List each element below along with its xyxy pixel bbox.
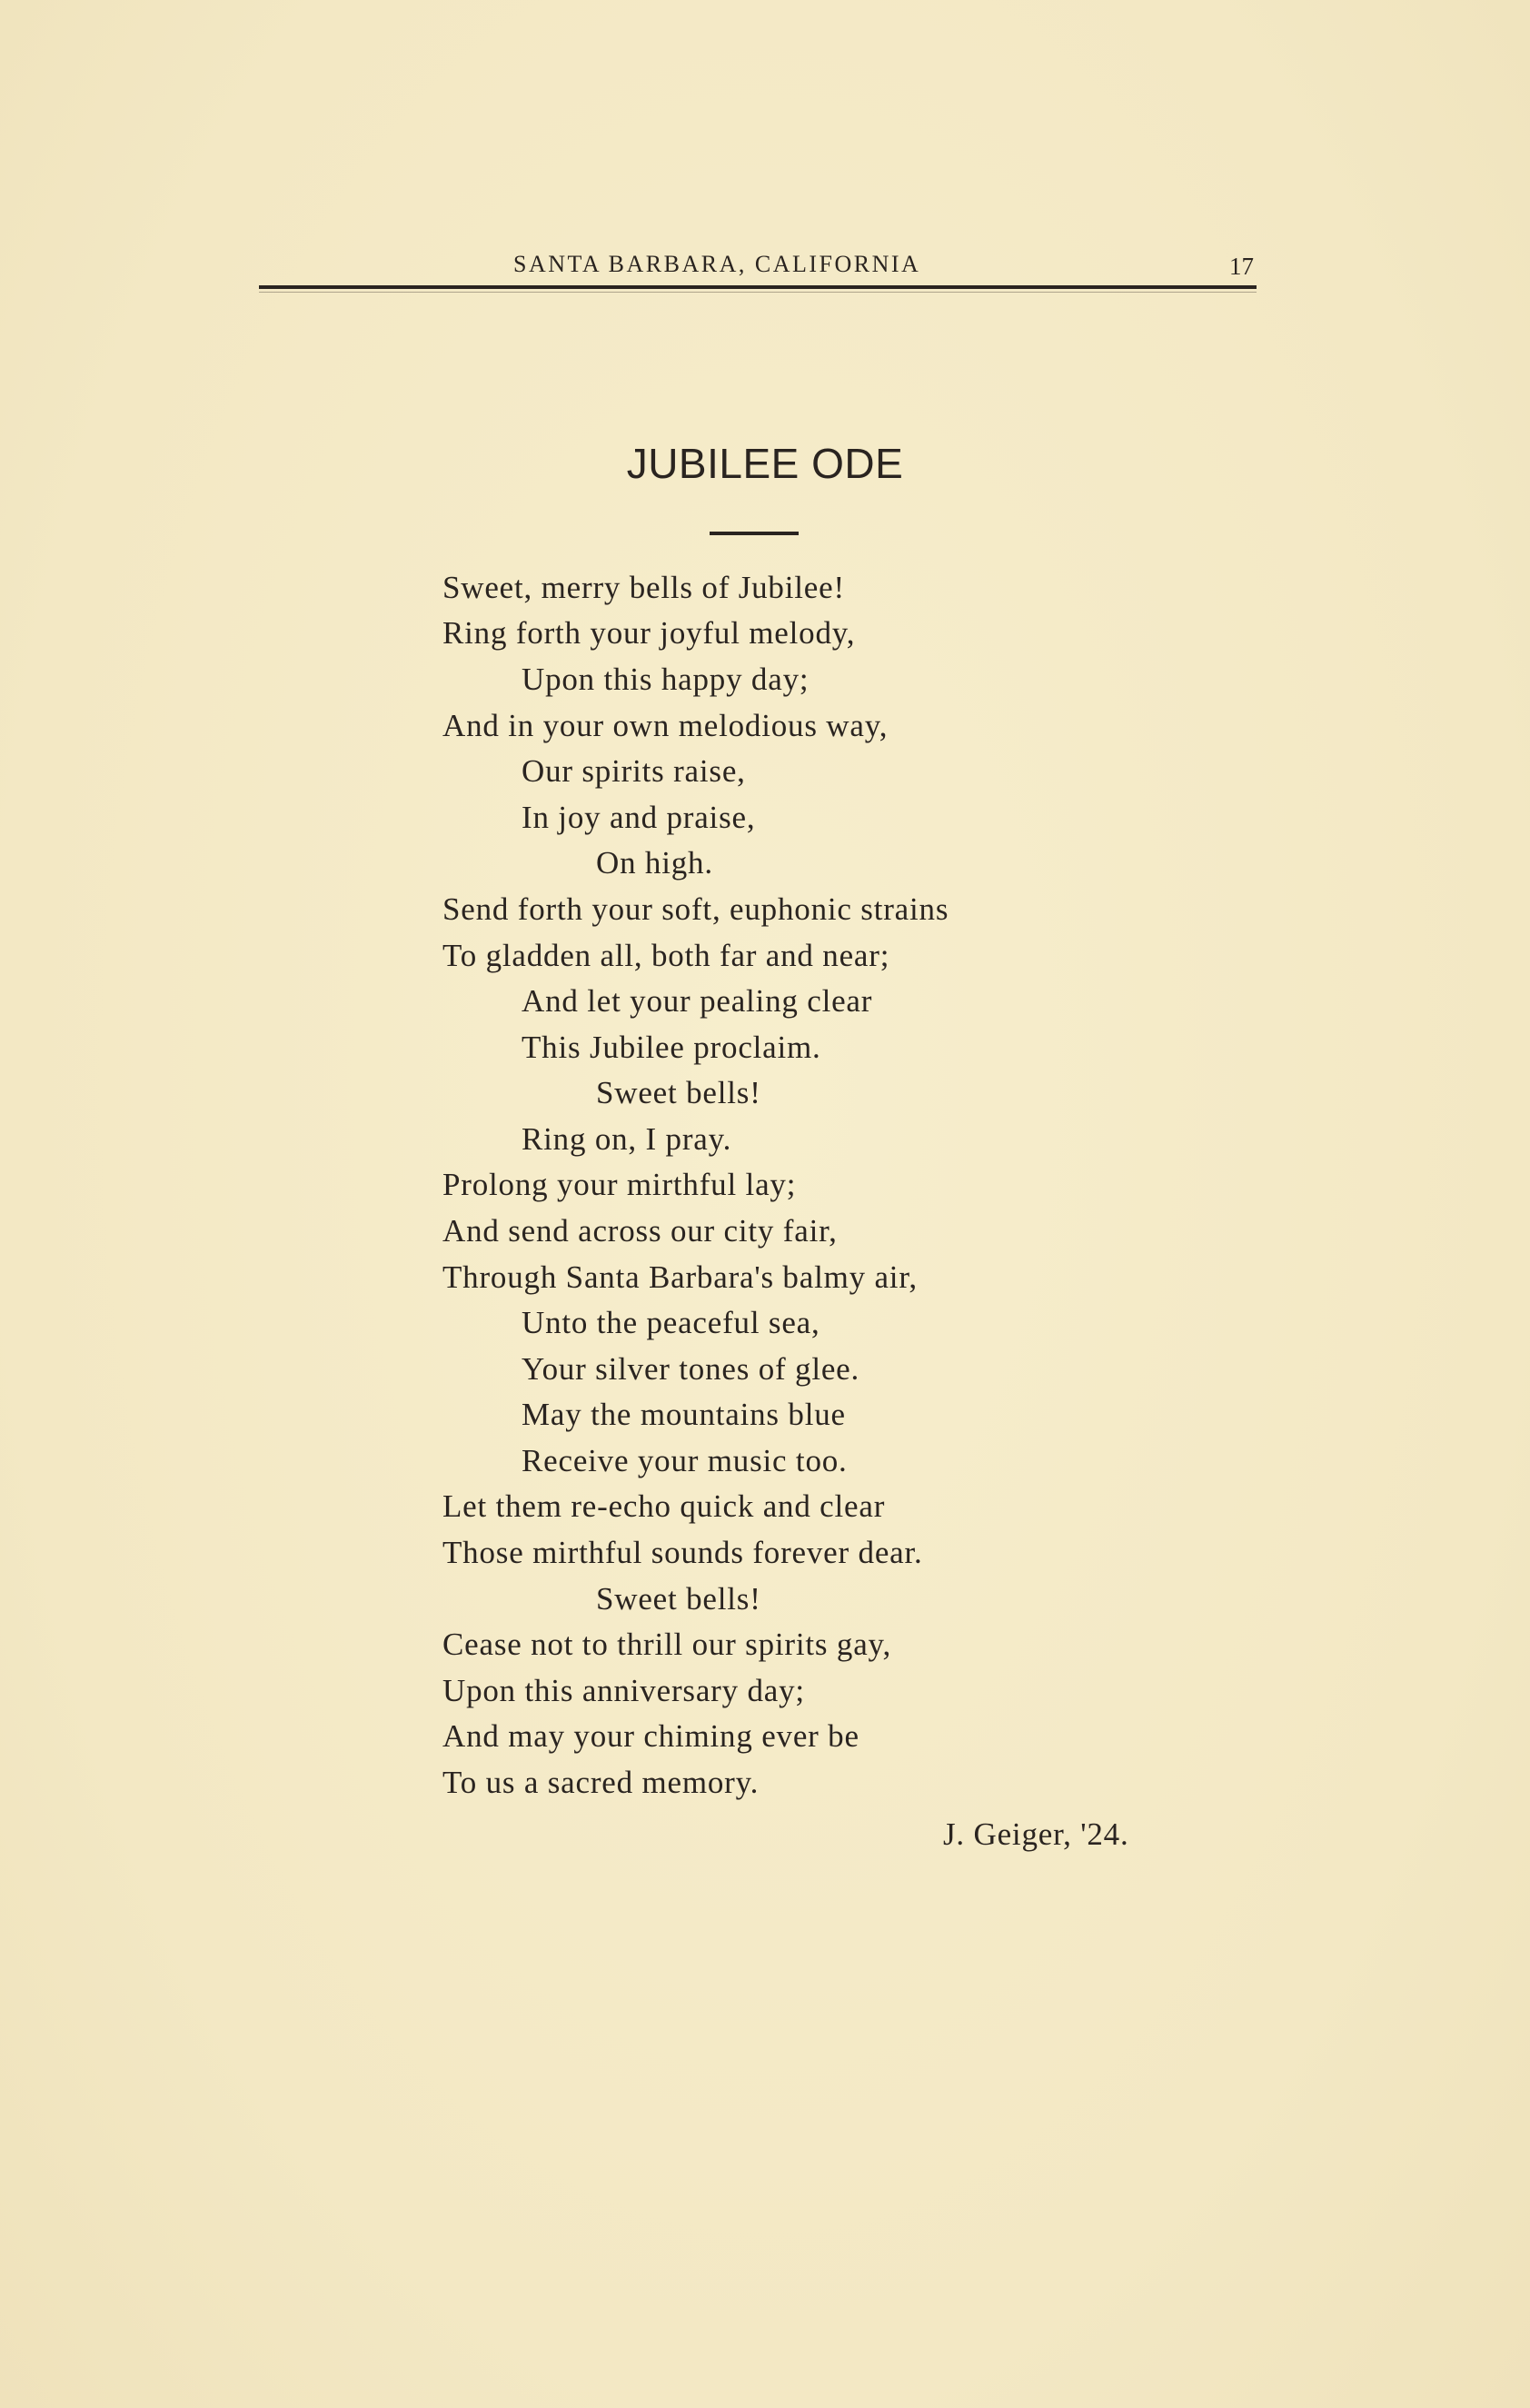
poem-line: Sweet, merry bells of Jubilee! (442, 570, 845, 605)
poem-line: This Jubilee proclaim. (522, 1030, 821, 1065)
poem-line: And in your own melodious way, (442, 708, 889, 743)
poem-line: Our spirits raise, (522, 753, 746, 789)
poem-line: May the mountains blue (522, 1397, 846, 1432)
poem-line: And may your chiming ever be (442, 1718, 859, 1754)
poem-line: In joy and praise, (522, 800, 756, 835)
running-head: SANTA BARBARA, CALIFORNIA (513, 251, 921, 277)
poem-line: To us a sacred memory. (442, 1765, 760, 1800)
poem-line: On high. (596, 845, 713, 881)
poem-line: Let them re-echo quick and clear (442, 1488, 886, 1524)
poem-line: Upon this happy day; (522, 662, 810, 697)
poem-line: Those mirthful sounds forever dear. (442, 1535, 923, 1570)
poem-line: Through Santa Barbara's balmy air, (442, 1259, 918, 1295)
poem-line: And let your pealing clear (522, 983, 873, 1019)
poem-line: Receive your music too. (522, 1443, 848, 1478)
poem-line: Sweet bells! (596, 1581, 761, 1617)
poem-line: Prolong your mirthful lay; (442, 1167, 797, 1202)
author-signature: J. Geiger, '24. (943, 1816, 1129, 1852)
poem-line: Unto the peaceful sea, (522, 1305, 820, 1340)
poem-title: JUBILEE ODE (626, 440, 904, 487)
poem-line: Sweet bells! (596, 1075, 761, 1110)
poem-line: Ring forth your joyful melody, (442, 615, 856, 651)
poem-line: And send across our city fair, (442, 1213, 838, 1249)
poem-line: To gladden all, both far and near; (442, 938, 890, 973)
poem-line: Upon this anniversary day; (442, 1673, 805, 1708)
poem-line: Your silver tones of glee. (522, 1351, 860, 1387)
page-number: 17 (1229, 253, 1254, 280)
poem-line: Send forth your soft, euphonic strains (442, 891, 949, 927)
poem-line: Ring on, I pray. (522, 1121, 732, 1157)
poem-line: Cease not to thrill our spirits gay, (442, 1627, 892, 1662)
